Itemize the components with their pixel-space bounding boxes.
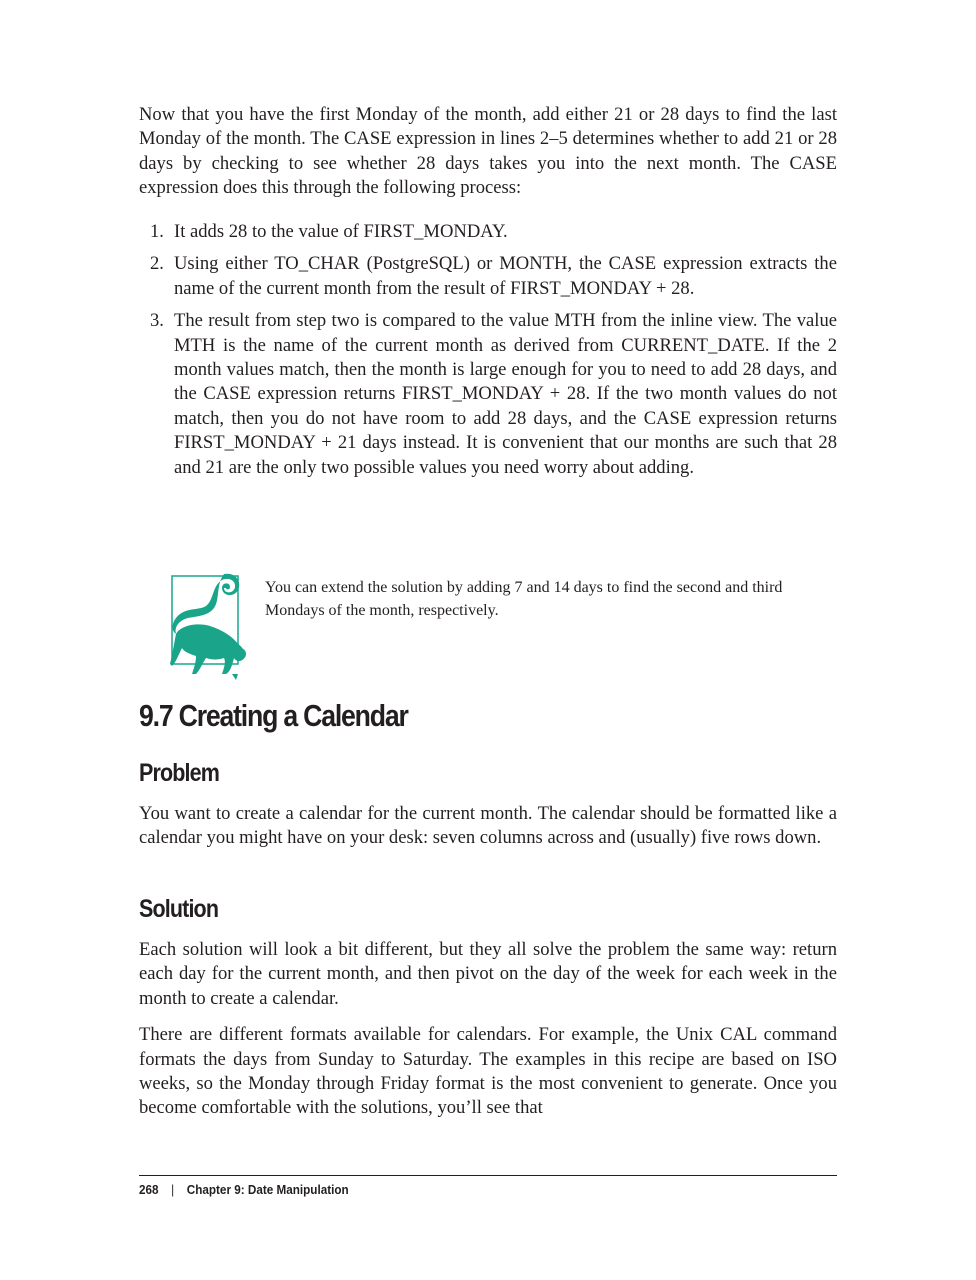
list-item-text: Using either TO_CHAR (PostgreSQL) or MONTH, the CASE expression extracts the name of the current month from the result of FIRST_MONDAY + 28. bbox=[174, 253, 837, 299]
problem-paragraph bbox=[139, 802, 837, 851]
page-number: 268 bbox=[139, 1182, 159, 1197]
chapter-title: Chapter 9: Date Manipulation bbox=[186, 1182, 349, 1197]
list-item-number: 2. bbox=[150, 253, 164, 275]
intro-text: Now that you have the first Monday of the month, add either 21 or 28 days to find the last Monday of the month. The CASE expression in lines 2–5 determines whether to add 21 or 28 days by checking to see whether 28 days takes you into the next month. The CASE expression does this through the following process: bbox=[139, 104, 837, 199]
page-footer bbox=[139, 1182, 349, 1197]
solution-paragraph-2: There are different formats available for calendars. For example, the Unix CAL command formats the days from Sunday to Saturday. The examples in this recipe are based on ISO weeks, so the Monday through Friday format is the most convenient to generate. Once you become comfortable with the solutions, you’ll see that bbox=[139, 1024, 837, 1119]
list-item-text: It adds 28 to the value of FIRST_MONDAY. bbox=[174, 221, 508, 242]
footer-separator: | bbox=[171, 1182, 175, 1197]
list-item bbox=[139, 220, 837, 244]
tip-text: You can extend the solution by adding 7 and 14 days to find the second and third Mondays of the month, respectively. bbox=[265, 579, 783, 619]
list-item bbox=[139, 252, 837, 301]
list-item-number: 3. bbox=[150, 310, 164, 332]
lemur-tip-icon bbox=[166, 570, 248, 680]
problem-text: You want to create a calendar for the current month. The calendar should be formatted like a calendar you might have on your desk: seven columns across and (usually) five rows down. bbox=[139, 803, 837, 849]
section-title: 9.7 Creating a Calendar bbox=[139, 698, 408, 733]
problem-heading: Problem bbox=[139, 759, 220, 787]
solution-heading: Solution bbox=[139, 895, 219, 923]
footer-rule bbox=[139, 1175, 837, 1176]
list-item bbox=[139, 309, 837, 480]
intro-paragraph bbox=[139, 103, 837, 201]
solution-paragraphs bbox=[139, 938, 837, 1121]
list-item-text: The result from step two is compared to the value MTH from the inline view. The value MTH is the name of the current month as derived from CURRENT_DATE. If the 2 month values match, then the month is large enough for you to need to add 28 days, and the CASE expression returns FIRST_MONDAY + 28. If the two month values do not match, then you do not have room to add 28 days, and the CASE expression returns FIRST_MONDAY + 21 days instead. It is convenient that our months are such that 28 and 21 are the only two possible values you need worry about adding. bbox=[174, 310, 837, 478]
process-steps-list bbox=[139, 220, 837, 488]
list-item-number: 1. bbox=[150, 221, 164, 242]
solution-paragraph-1: Each solution will look a bit different, but they all solve the problem the same way: return each day for the current month, and then pivot on the day of the week for each week in the month to create a calendar. bbox=[139, 939, 837, 1009]
tip-callout bbox=[166, 570, 783, 680]
